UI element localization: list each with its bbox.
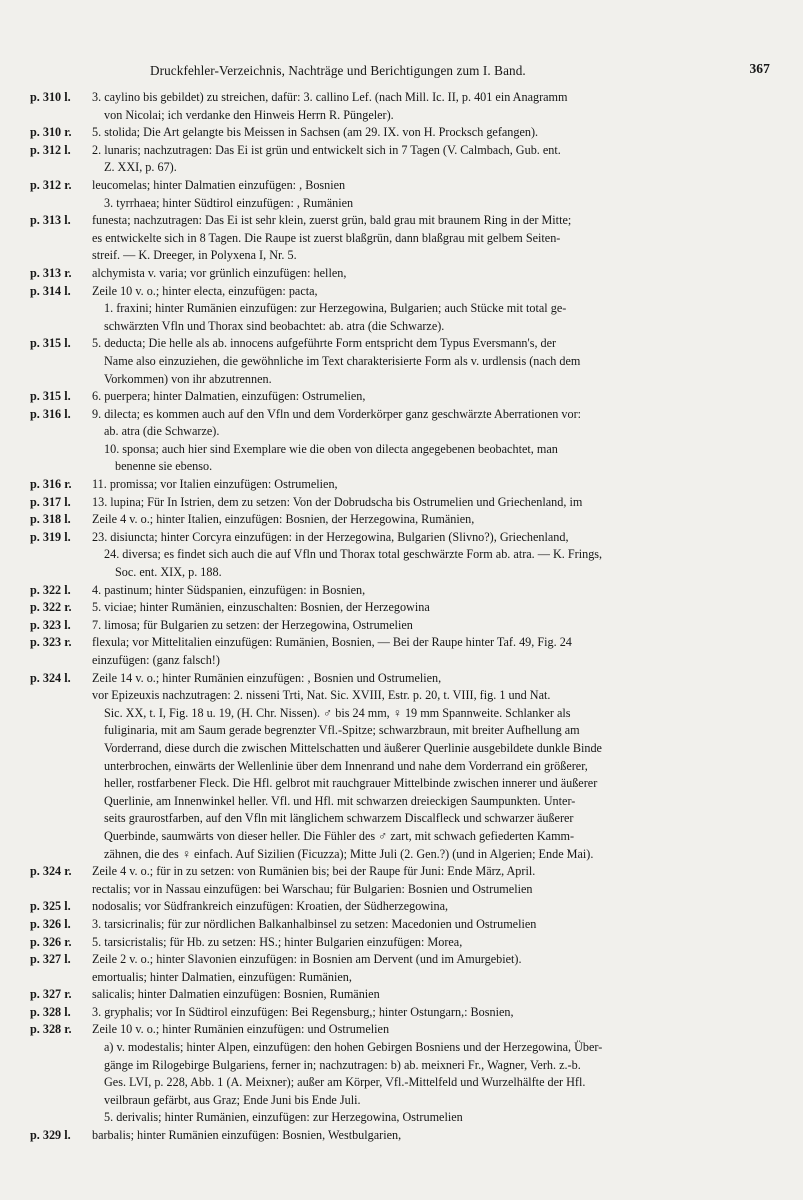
page-reference: p. 316 l. bbox=[30, 406, 71, 421]
errata-entry bbox=[0, 283, 803, 336]
page-header bbox=[150, 63, 770, 79]
page-reference: p. 327 r. bbox=[30, 987, 72, 1002]
errata-entry bbox=[0, 916, 803, 934]
entry-text-line: 13. lupina; Für In Istrien, dem zu setzen: Von der Dobrudscha bis Ostrumelien und Griechenland, im bbox=[92, 494, 583, 509]
entry-text-line: 2. lunaris; nachzutragen: Das Ei ist grün und entwickelt sich in 7 Tagen (V. Calmbach, Gub. ent. bbox=[92, 142, 561, 157]
entry-text-line: Ges. LVI, p. 228, Abb. 1 (A. Meixner); außer am Körper, Vfl.-Mittelfeld und Wurzelhälfte der Hfl. bbox=[104, 1075, 586, 1090]
page-reference: p. 327 l. bbox=[30, 952, 71, 967]
entry-text-line: alchymista v. varia; vor grünlich einzufügen: hellen, bbox=[92, 265, 347, 280]
page-reference: p. 316 r. bbox=[30, 477, 72, 492]
errata-entry bbox=[0, 406, 803, 476]
page-reference: p. 315 l. bbox=[30, 389, 71, 404]
entry-text-line: 3. caylino bis gebildet) zu streichen, dafür: 3. callino Lef. (nach Mill. Ic. II, p. 401 ein Anagramm bbox=[92, 90, 568, 104]
errata-entry bbox=[0, 634, 803, 669]
entry-text-line: heller, rostfarbener Fleck. Die Hfl. gelbrot mit rauchgrauer Mittelbinde zwischen innerer und äußerer bbox=[104, 776, 598, 791]
errata-entry bbox=[0, 89, 803, 124]
entry-text-line: Name also einzuziehen, die gewöhnliche im Text charakterisierte Form als v. urdlensis (nach dem bbox=[104, 353, 581, 368]
entry-text-line: streif. — K. Dreeger, in Polyxena I, Nr. 5. bbox=[92, 248, 297, 263]
entry-text-line: 9. dilecta; es kommen auch auf den Vfln und dem Vorderkörper ganz geschwärzte Aberrationen vor: bbox=[92, 406, 582, 421]
page-reference: p. 329 l. bbox=[30, 1128, 71, 1143]
page-reference: p. 322 l. bbox=[30, 582, 71, 597]
page-number: 367 bbox=[749, 61, 770, 76]
entry-text-line: veilbraun gefärbt, aus Graz; Ende Juni bis Ende Juli. bbox=[104, 1092, 361, 1107]
entry-text-line: Sic. XX, t. I, Fig. 18 u. 19, (H. Chr. Nissen). ♂ bis 24 mm, ♀ 19 mm Spannweite. Schlanker als bbox=[104, 705, 571, 720]
entry-text-line: 5. deducta; Die helle als ab. innocens aufgeführte Form entspricht dem Typus Eversmann's, der bbox=[92, 336, 557, 351]
entry-text-line: Vorderrand, diese durch die zwischen Mittelschatten und äußerer Querlinie ausgebildete dunkle Binde bbox=[104, 740, 602, 755]
page-reference: p. 312 r. bbox=[30, 177, 72, 192]
entry-text-line: Zeile 4 v. o.; für in zu setzen: von Rumänien bis; bei der Raupe für Juni: Ende März, April. bbox=[92, 864, 536, 879]
page-reference: p. 310 l. bbox=[30, 90, 71, 104]
entry-text-line: Zeile 14 v. o.; hinter Rumänien einzufügen: , Bosnien und Ostrumelien, bbox=[92, 670, 442, 685]
errata-entry bbox=[0, 494, 803, 512]
entry-text-line: 23. disiuncta; hinter Corcyra einzufügen: in der Herzegowina, Bulgarien (Slivno?), Griechenland, bbox=[92, 529, 569, 544]
errata-entry bbox=[0, 476, 803, 494]
errata-entry bbox=[0, 388, 803, 406]
entry-text-line: Zeile 4 v. o.; hinter Italien, einzufügen: Bosnien, der Herzegowina, Rumänien, bbox=[92, 512, 475, 527]
page-reference: p. 319 l. bbox=[30, 529, 71, 544]
entry-text-line: 5. viciae; hinter Rumänien, einzuschalten: Bosnien, der Herzegowina bbox=[92, 600, 430, 615]
entry-text-line: emortualis; hinter Dalmatien, einzufügen: Rumänien, bbox=[92, 969, 352, 984]
page-reference: p. 324 l. bbox=[30, 670, 71, 685]
errata-entry bbox=[0, 1021, 803, 1127]
errata-entry bbox=[0, 335, 803, 388]
entry-text-line: flexula; vor Mittelitalien einzufügen: Rumänien, Bosnien, — Bei der Raupe hinter Taf. 49, Fig. 24 bbox=[92, 635, 572, 650]
page-reference: p. 325 l. bbox=[30, 899, 71, 914]
page-reference: p. 323 l. bbox=[30, 617, 71, 632]
entry-text-line: 24. diversa; es findet sich auch die auf Vfln und Thorax total geschwärzte Form ab. atra. — K. Frings, bbox=[104, 547, 603, 562]
entry-text-line: fuliginaria, mit am Saum gerade begrenzter Vfl.-Spitze; schwarzbraun, mit breiter Aufhellung am bbox=[104, 723, 580, 738]
entry-text-line: vor Epizeuxis nachzutragen: 2. nisseni Trti, Nat. Sic. XVIII, Estr. p. 20, t. VIII, fig. 1 und Nat. bbox=[92, 688, 551, 703]
page-reference: p. 313 r. bbox=[30, 265, 72, 280]
errata-list bbox=[0, 89, 803, 1145]
entry-text-line: Querbinde, saumwärts von dieser heller. Die Fühler des ♂ zart, mit schwach gefiederten Kamm- bbox=[104, 828, 575, 843]
entry-text-line: benenne sie ebenso. bbox=[115, 459, 213, 474]
errata-entry bbox=[0, 177, 803, 212]
entry-text-line: schwärzten Vfln und Thorax sind beobachtet: ab. atra (die Schwarze). bbox=[104, 318, 445, 333]
errata-entry bbox=[0, 1004, 803, 1022]
entry-text-line: unterbrochen, einwärts der Wellenlinie über dem Innenrand und nahe dem Vorderrand ein größerer, bbox=[104, 758, 588, 773]
entry-text-line: Zeile 10 v. o.; hinter electa, einzufügen: pacta, bbox=[92, 283, 318, 298]
errata-entry bbox=[0, 212, 803, 265]
entry-text-line: rectalis; vor in Nassau einzufügen: bei Warschau; für Bulgarien: Bosnien und Ostrumelien bbox=[92, 881, 533, 896]
errata-entry bbox=[0, 986, 803, 1004]
errata-entry bbox=[0, 1127, 803, 1145]
entry-text-line: 6. puerpera; hinter Dalmatien, einzufügen: Ostrumelien, bbox=[92, 389, 366, 404]
errata-entry bbox=[0, 599, 803, 617]
page-reference: p. 326 l. bbox=[30, 916, 71, 931]
running-title: Druckfehler-Verzeichnis, Nachträge und Berichtigungen zum I. Band. bbox=[150, 63, 526, 78]
page-reference: p. 310 r. bbox=[30, 125, 72, 140]
page-reference: p. 317 l. bbox=[30, 494, 71, 509]
entry-text-line: barbalis; hinter Rumänien einzufügen: Bosnien, Westbulgarien, bbox=[92, 1128, 402, 1143]
page-reference: p. 328 l. bbox=[30, 1004, 71, 1019]
entry-text-line: von Nicolai; ich verdanke den Hinweis Herrn R. Püngeler). bbox=[104, 107, 394, 122]
errata-entry bbox=[0, 582, 803, 600]
entry-text-line: 7. limosa; für Bulgarien zu setzen: der Herzegowina, Ostrumelien bbox=[92, 617, 413, 632]
entry-text-line: 10. sponsa; auch hier sind Exemplare wie die oben von dilecta angegebenen beobachtet, man bbox=[104, 441, 558, 456]
entry-text-line: nodosalis; vor Südfrankreich einzufügen: Kroatien, der Südherzegowina, bbox=[92, 899, 449, 914]
errata-entry bbox=[0, 670, 803, 864]
page-reference: p. 322 r. bbox=[30, 600, 72, 615]
entry-text-line: 3. tyrrhaea; hinter Südtirol einzufügen: , Rumänien bbox=[104, 195, 354, 210]
page-reference: p. 323 r. bbox=[30, 635, 72, 650]
errata-entry bbox=[0, 124, 803, 142]
entry-text-line: Z. XXI, p. 67). bbox=[104, 160, 177, 175]
page-reference: p. 313 l. bbox=[30, 213, 71, 228]
entry-text-line: Zeile 2 v. o.; hinter Slavonien einzufügen: in Bosnien am Dervent (und im Amurgebiet). bbox=[92, 952, 522, 967]
entry-text-line: funesta; nachzutragen: Das Ei ist sehr klein, zuerst grün, bald grau mit braunem Ring in der Mitte; bbox=[92, 213, 572, 228]
entry-text-line: es entwickelte sich in 8 Tagen. Die Raupe ist zuerst blaßgrün, dann blaßgrau mit gelbem Seiten- bbox=[92, 230, 561, 245]
errata-entry bbox=[0, 898, 803, 916]
page-reference: p. 318 l. bbox=[30, 512, 71, 527]
entry-text-line: gänge im Rilogebirge Bulgariens, ferner in; nachzutragen: b) ab. meixneri Fr., Wagner, Verh. z.-b. bbox=[104, 1057, 581, 1072]
entry-text-line: Zeile 10 v. o.; hinter Rumänien einzufügen: und Ostrumelien bbox=[92, 1022, 390, 1037]
errata-entry bbox=[0, 951, 803, 986]
errata-entry bbox=[0, 511, 803, 529]
errata-entry bbox=[0, 863, 803, 898]
entry-text-line: a) v. modestalis; hinter Alpen, einzufügen: den hohen Gebirgen Bosniens und der Herzegowina, Über- bbox=[104, 1040, 603, 1055]
page-reference: p. 314 l. bbox=[30, 283, 71, 298]
entry-text-line: 3. gryphalis; vor In Südtirol einzufügen: Bei Regensburg,; hinter Ostungarn,: Bosnien, bbox=[92, 1004, 514, 1019]
page-reference: p. 324 r. bbox=[30, 864, 72, 879]
errata-entry bbox=[0, 529, 803, 582]
entry-text-line: zähnen, die des ♀ einfach. Auf Sizilien (Ficuzza); Mitte Juli (2. Gen.?) (und in Algerien; Ende Mai). bbox=[104, 846, 594, 861]
page-reference: p. 326 r. bbox=[30, 934, 72, 949]
entry-text-line: seits graurostfarben, auf den Vfln mit länglichem schwarzem Discalfleck und schwarzer äußerer bbox=[104, 811, 574, 826]
page-reference: p. 328 r. bbox=[30, 1022, 72, 1037]
entry-text-line: 11. promissa; vor Italien einzufügen: Ostrumelien, bbox=[92, 477, 338, 492]
entry-text-line: Vorkommen) von ihr abzutrennen. bbox=[104, 371, 272, 386]
entry-text-line: leucomelas; hinter Dalmatien einzufügen: , Bosnien bbox=[92, 177, 346, 192]
entry-text-line: einzufügen: (ganz falsch!) bbox=[92, 653, 220, 667]
errata-entry bbox=[0, 617, 803, 635]
entry-text-line: 1. fraxini; hinter Rumänien einzufügen: zur Herzegowina, Bulgarien; auch Stücke mit total ge- bbox=[104, 301, 567, 316]
errata-entry bbox=[0, 934, 803, 952]
entry-text-line: 3. tarsicrinalis; für zur nördlichen Balkanhalbinsel zu setzen: Macedonien und Ostrumelien bbox=[92, 916, 537, 931]
page-reference: p. 315 l. bbox=[30, 336, 71, 351]
entry-text-line: ab. atra (die Schwarze). bbox=[104, 424, 220, 439]
page-reference: p. 312 l. bbox=[30, 142, 71, 157]
errata-entry bbox=[0, 142, 803, 177]
entry-text-line: 5. tarsicristalis; für Hb. zu setzen: HS.; hinter Bulgarien einzufügen: Morea, bbox=[92, 934, 463, 949]
entry-text-line: 5. stolida; Die Art gelangte bis Meissen in Sachsen (am 29. IX. von H. Procksch gefangen). bbox=[92, 125, 539, 140]
entry-text-line: Soc. ent. XIX, p. 188. bbox=[115, 565, 222, 580]
entry-text-line: salicalis; hinter Dalmatien einzufügen: Bosnien, Rumänien bbox=[92, 987, 380, 1002]
entry-text-line: 5. derivalis; hinter Rumänien, einzufügen: zur Herzegowina, Ostrumelien bbox=[104, 1110, 463, 1125]
errata-entry bbox=[0, 265, 803, 283]
entry-text-line: Querlinie, am Innenwinkel heller. Vfl. und Hfl. mit schwarzen dreieckigen Saumpunkten. Unter- bbox=[104, 793, 576, 808]
entry-text-line: 4. pastinum; hinter Südspanien, einzufügen: in Bosnien, bbox=[92, 582, 366, 597]
